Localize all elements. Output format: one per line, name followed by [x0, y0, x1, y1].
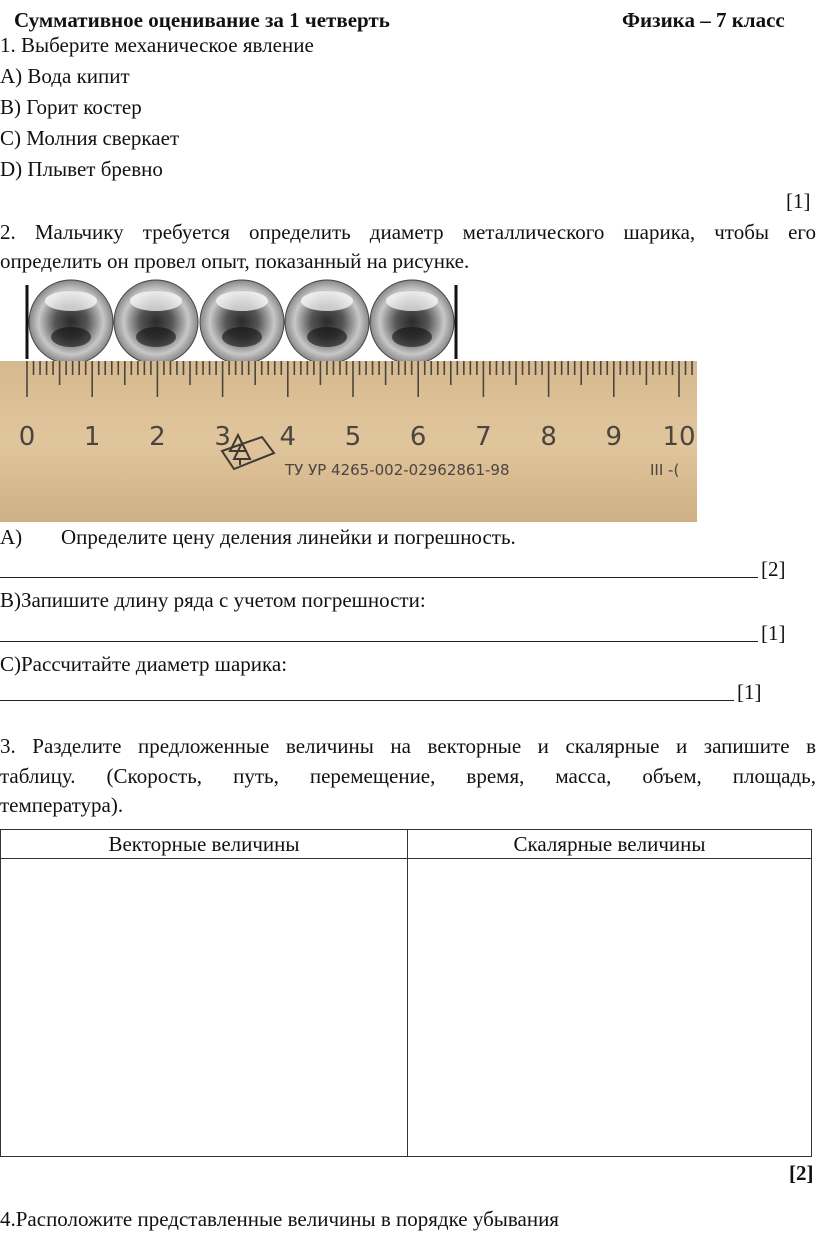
q3-text-line3: температура). — [0, 793, 124, 817]
page-title: Суммативное оценивание за 1 четверть — [14, 8, 390, 32]
ruler-number: 7 — [475, 422, 492, 452]
ruler-code: ТУ УР 4265-002-02962861-98 — [285, 461, 510, 479]
ruler-figure — [0, 279, 697, 522]
q1-score: [1] — [786, 189, 811, 213]
answer-line[interactable] — [0, 641, 758, 642]
classification-table — [0, 829, 812, 1157]
header-scalar: Скалярные величины — [408, 830, 812, 859]
q3-text-line1: 3. Разделите предложенные величины на векторные и скалярные и запишите в — [0, 734, 816, 758]
ruler-number: 0 — [18, 422, 36, 452]
q2c-score: [1] — [737, 680, 762, 704]
q1-option-b: B) Горит костер — [0, 95, 142, 119]
q3-score: [2] — [789, 1161, 814, 1185]
q1-option-a: A) Вода кипит — [0, 64, 130, 88]
steel-ball — [370, 280, 454, 364]
q2b-score: [1] — [761, 621, 786, 645]
ruler-number: 1 — [83, 422, 101, 452]
q4-text: 4.Расположите представленные величины в порядке убывания — [0, 1207, 559, 1231]
ruler-mark: III -( — [650, 461, 680, 479]
header-vector: Векторные величины — [1, 830, 408, 859]
ruler-number: 8 — [540, 422, 557, 452]
steel-ball — [114, 280, 198, 364]
q2c-text: C)Рассчитайте диаметр шарика: — [0, 652, 288, 676]
steel-ball — [29, 280, 113, 364]
scalar-answer-cell[interactable] — [408, 859, 812, 1157]
steel-ball — [200, 280, 284, 364]
q2b-text: B)Запишите длину ряда с учетом погрешности: — [0, 588, 426, 612]
q2a-score: [2] — [761, 557, 786, 581]
q2a-label: A) — [0, 525, 23, 549]
q2-text-line2: определить он провел опыт, показанный на рисунке. — [0, 249, 470, 273]
vector-answer-cell[interactable] — [1, 859, 408, 1157]
ruler-number: 10 — [662, 422, 696, 452]
q1-option-d: D) Плывет бревно — [0, 157, 163, 181]
ruler-number: 4 — [279, 422, 297, 452]
q3-text-line2: таблицу. (Скорость, путь, перемещение, время, масса, объем, площадь, — [0, 764, 816, 788]
q1-option-c: C) Молния сверкает — [0, 126, 180, 150]
answer-line[interactable] — [0, 700, 734, 701]
ruler-number: 6 — [409, 422, 427, 452]
ruler-number: 9 — [605, 422, 623, 452]
steel-ball — [285, 280, 369, 364]
answer-line[interactable] — [0, 577, 758, 578]
q2a-text: Определите цену деления линейки и погрешность. — [61, 525, 516, 549]
q1-question: 1. Выберите механическое явление — [0, 33, 314, 57]
ruler-number: 5 — [344, 422, 362, 452]
ruler-number: 2 — [149, 422, 166, 452]
subject-label: Физика – 7 класс — [622, 8, 785, 32]
q2-text-line1: 2. Мальчику требуется определить диаметр металлического шарика, чтобы его — [0, 220, 816, 244]
ruler-number: 3 — [214, 422, 231, 452]
